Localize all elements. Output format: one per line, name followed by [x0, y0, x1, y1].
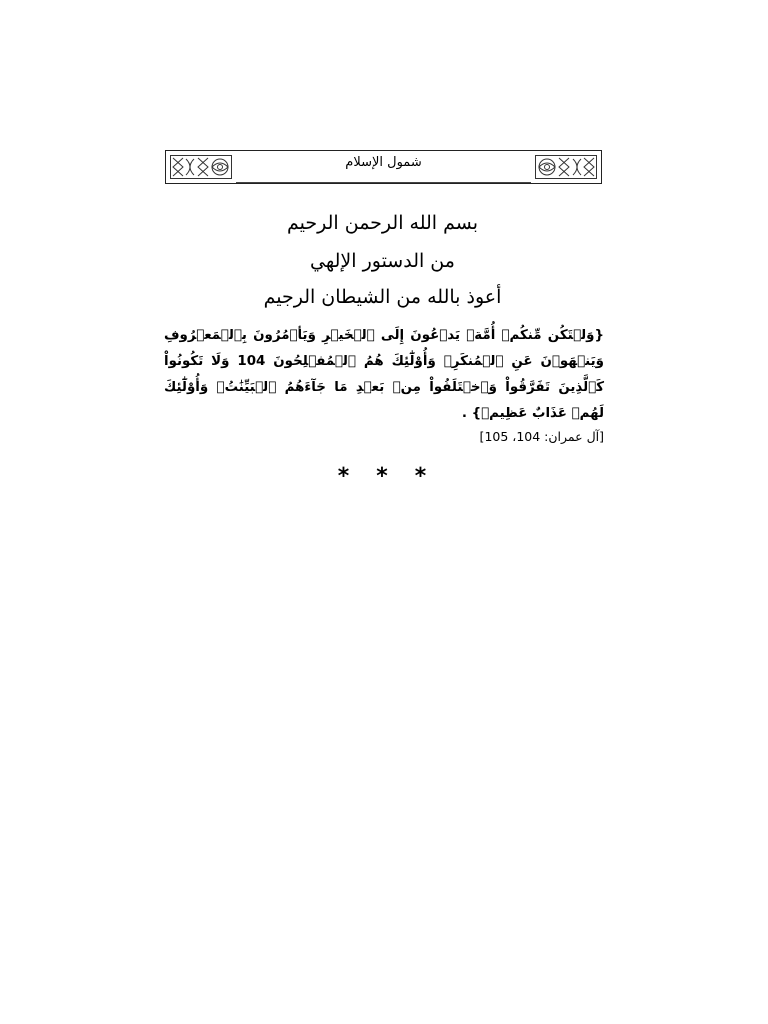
- verse-reference: [آل عمران: 104، 105]: [479, 429, 604, 444]
- istiadha-line: أعوذ بالله من الشيطان الرجيم: [263, 286, 502, 308]
- left-ornament-icon: [170, 155, 232, 179]
- basmala: بسم الله الرحمن الرحيم: [287, 212, 478, 234]
- quran-verse: {وَلۡتَكُن مِّنكُمۡ أُمَّةٞ يَدۡعُونَ إِلَى ٱلۡخَيۡرِ وَيَأۡمُرُونَ بِٱلۡمَعۡرُوفِ وَيَنۡهَوۡنَ عَنِ ٱلۡمُنكَرِۚ وَأُوْلَٰٓئِكَ هُمُ ٱلۡمُفۡلِحُونَ 104 وَلَا تَكُونُواْ كَٱلَّذِينَ تَفَرَّقُواْ وَٱخۡتَلَفُواْ مِنۢ بَعۡدِ مَا جَآءَهُمُ ٱلۡبَيِّنَٰتُۚ وَأُوْلَٰٓئِكَ لَهُمۡ عَذَابٌ عَظِيمٞ} .: [164, 328, 605, 421]
- section-separator: * * *: [336, 464, 434, 489]
- right-ornament-icon: [535, 155, 597, 179]
- section-heading: من الدستور الإلهي: [310, 250, 455, 272]
- page-header-frame: [165, 150, 602, 184]
- running-header-title: شمول الإسلام: [236, 151, 531, 183]
